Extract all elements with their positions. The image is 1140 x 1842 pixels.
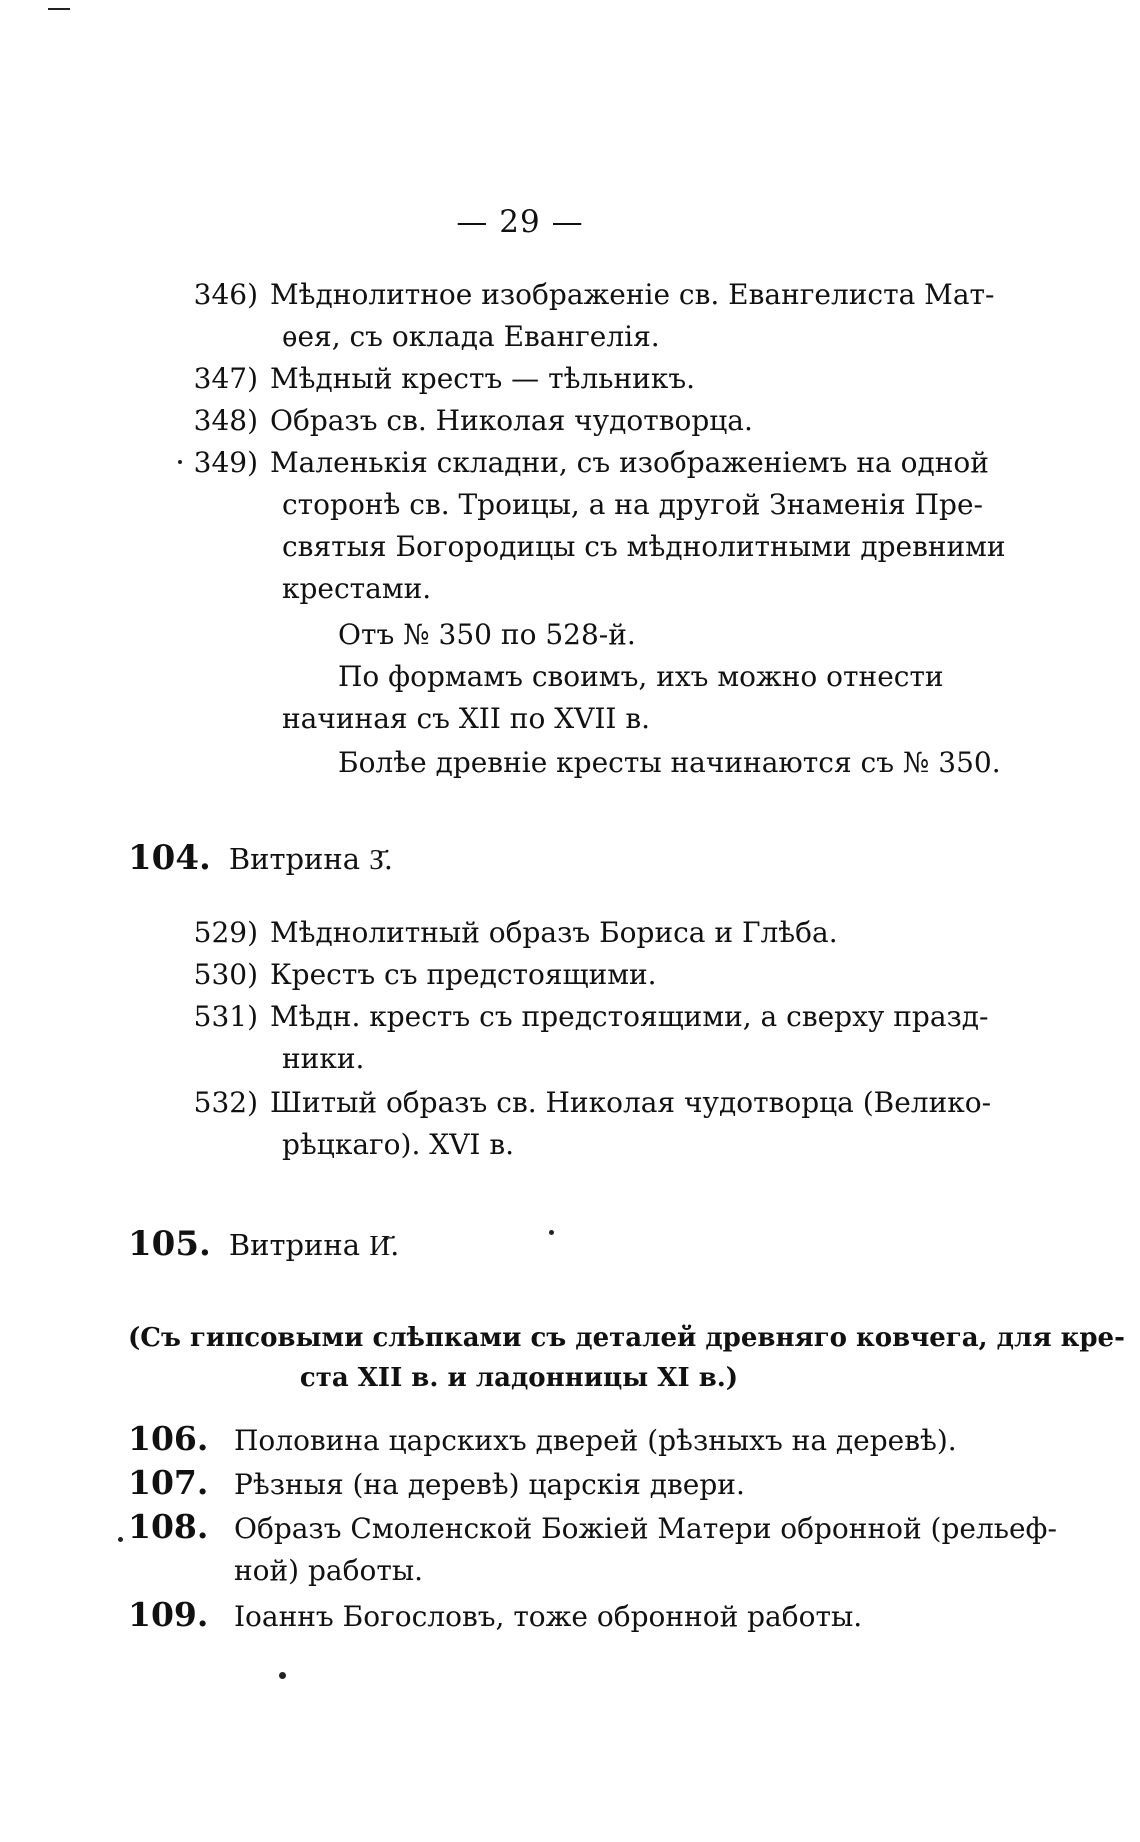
entry-347 (180, 358, 695, 400)
dating-note-continuation: начиная съ XII по XVII в. (282, 702, 651, 735)
entry-text: Мѣднолитное изображеніе св. Евангелиста Мат- (270, 278, 995, 311)
entry-530 (180, 954, 657, 996)
section-number: 105. (128, 1224, 211, 1264)
entry-number: 529) (193, 916, 258, 949)
entry-number: 348) (193, 404, 258, 437)
scan-speck (279, 1672, 286, 1679)
older-crosses-note: Болѣе древніе кресты начинаются съ № 350. (338, 746, 1001, 779)
entry-348 (180, 400, 753, 442)
range-note: Отъ № 350 по 528-й. (338, 618, 636, 651)
entry-text: Половина царскихъ дверей (рѣзныхъ на деревѣ). (234, 1424, 957, 1457)
entry-109 (128, 1594, 862, 1638)
entry-number: 530) (193, 958, 258, 991)
entry-108-continuation: ной) работы. (234, 1554, 424, 1587)
entry-number: 349) (193, 446, 258, 479)
casts-note: (Съ гипсовыми слѣпками съ деталей древняго ковчега, для кре- (128, 1323, 1125, 1353)
entry-number: 106. (128, 1419, 209, 1458)
entry-number: 107. (128, 1463, 209, 1502)
entry-532-continuation: рѣцкаго). XVI в. (282, 1128, 515, 1161)
entry-text: Іоаннъ Богословъ, тоже обронной работы. (234, 1600, 863, 1633)
entry-text: Образъ Смоленской Божіей Матери обронной (рельеф- (234, 1512, 1057, 1545)
section-number: 104. (128, 838, 211, 878)
entry-349-continuation: святыя Богородицы съ мѣднолитными древними (282, 530, 1006, 563)
entry-number: 108. (128, 1507, 209, 1546)
entry-number: 109. (128, 1595, 209, 1634)
entry-text: Крестъ съ предстоящими. (270, 958, 657, 991)
scan-mark (48, 8, 70, 10)
scan-speck (549, 1230, 554, 1235)
entry-107 (128, 1462, 745, 1506)
entry-text: Образъ св. Николая чудотворца. (270, 404, 753, 437)
entry-531-continuation: ники. (282, 1042, 365, 1075)
entry-number: 531) (193, 1000, 258, 1033)
page-number: — 29 — (456, 204, 584, 240)
casts-note-continuation: ста XII в. и ладонницы XI в.) (299, 1363, 739, 1393)
scan-speck (118, 1537, 123, 1542)
entry-text: Шитый образъ св. Николая чудотворца (Велико- (270, 1086, 992, 1119)
entry-number: 347) (193, 362, 258, 395)
scan-speck (178, 460, 182, 464)
entry-number: 532) (193, 1086, 258, 1119)
entry-346-continuation: ѳея, съ оклада Евангелія. (282, 320, 660, 353)
entry-text: Маленькія складни, съ изображеніемъ на одной (270, 446, 989, 479)
entry-532 (180, 1082, 991, 1124)
entry-108 (128, 1506, 1057, 1550)
entry-106 (128, 1418, 957, 1462)
section-title: Витрина И҃. (228, 1228, 400, 1262)
section-104-heading (128, 836, 393, 881)
entry-text: Мѣдн. крестъ съ предстоящими, а сверху празд- (270, 1000, 989, 1033)
entry-349 (180, 442, 989, 484)
entry-531 (180, 996, 989, 1038)
entry-text: Рѣзныя (на деревѣ) царскія двери. (234, 1468, 745, 1501)
entry-349-continuation: крестами. (282, 572, 432, 605)
entry-text: Мѣдный крестъ — тѣльникъ. (270, 362, 696, 395)
entry-number: 346) (193, 278, 258, 311)
entry-529 (180, 912, 838, 954)
entry-text: Мѣднолитный образъ Бориса и Глѣба. (270, 916, 838, 949)
section-title: Витрина З҃. (228, 842, 393, 876)
section-105-heading (128, 1222, 399, 1267)
entry-349-continuation: сторонѣ св. Троицы, а на другой Знаменія Пре- (282, 488, 983, 521)
entry-346 (180, 274, 995, 316)
dating-note: По формамъ своимъ, ихъ можно отнести (338, 660, 944, 693)
